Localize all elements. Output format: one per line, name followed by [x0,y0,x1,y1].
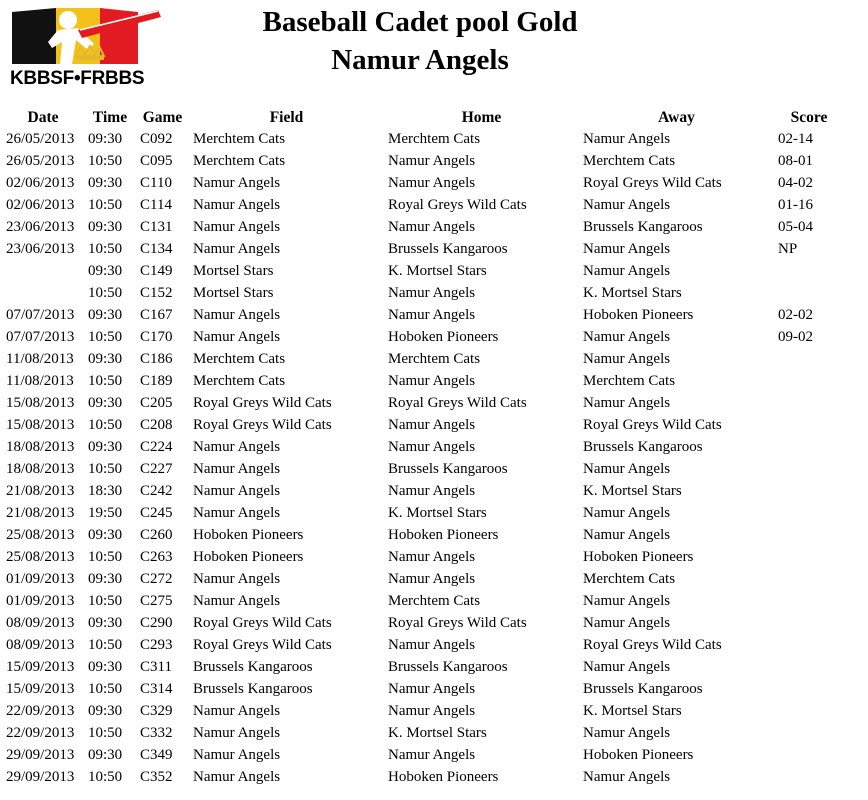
cell-date: 18/08/2013 [6,438,75,455]
cell-score: 01-16 [778,196,813,213]
table-header-row [2,108,844,128]
cell-time: 10:50 [88,284,123,301]
cell-home: Namur Angels [388,372,476,389]
cell-score: 04-02 [778,174,813,191]
table-row [2,524,844,546]
cell-away: K. Mortsel Stars [583,482,682,499]
cell-field: Namur Angels [193,438,281,455]
cell-time: 09:30 [88,394,123,411]
cell-date: 26/05/2013 [6,130,75,147]
cell-home: Hoboken Pioneers [388,328,499,345]
cell-field: Namur Angels [193,306,281,323]
cell-time: 10:50 [88,196,123,213]
cell-game: C224 [140,438,173,455]
cell-score [774,260,844,282]
cell-home: Brussels Kangaroos [388,460,508,477]
cell-game: C242 [140,482,173,499]
cell-field: Merchtem Cats [193,152,286,169]
cell-game: C227 [140,460,173,477]
cell-date: 29/09/2013 [6,746,75,763]
batter-flag-icon [8,4,164,68]
cell-game: C332 [140,724,173,741]
cell-home: Royal Greys Wild Cats [388,614,527,631]
table-row [2,612,844,634]
cell-time: 18:30 [88,482,123,499]
header-score: Score [790,109,828,126]
cell-score [774,678,844,700]
cell-time: 10:50 [88,460,123,477]
cell-score [774,458,844,480]
table-row [2,480,844,502]
cell-time: 09:30 [88,306,123,323]
cell-field: Merchtem Cats [193,130,286,147]
cell-score [774,524,844,546]
cell-home: Namur Angels [388,636,476,653]
cell-game: C293 [140,636,173,653]
cell-home: Namur Angels [388,284,476,301]
logo-text: KBBSF•FRBBS [10,68,145,89]
cell-home: Namur Angels [388,174,476,191]
header-away: Away [658,109,695,126]
cell-time: 10:50 [88,680,123,697]
cell-score [774,590,844,612]
cell-game: C263 [140,548,173,565]
cell-field: Mortsel Stars [193,284,274,301]
cell-date: 15/09/2013 [6,680,75,697]
cell-away: K. Mortsel Stars [583,284,682,301]
cell-home: K. Mortsel Stars [388,724,487,741]
cell-date: 01/09/2013 [6,570,75,587]
table-row [2,172,844,194]
cell-away: Merchtem Cats [583,152,676,169]
cell-score [774,370,844,392]
cell-game: C134 [140,240,173,257]
cell-away: Namur Angels [583,262,671,279]
cell-time: 09:30 [88,218,123,235]
cell-away: Hoboken Pioneers [583,548,694,565]
cell-away: Brussels Kangaroos [583,438,703,455]
cell-home: Namur Angels [388,702,476,719]
cell-time: 09:30 [88,526,123,543]
cell-field: Mortsel Stars [193,262,274,279]
cell-time: 09:30 [88,130,123,147]
cell-date: 07/07/2013 [6,328,75,345]
cell-score [774,612,844,634]
cell-score [774,766,844,788]
table-row [2,502,844,524]
cell-away: Namur Angels [583,526,671,543]
cell-time: 10:50 [88,328,123,345]
kbbsf-logo [8,4,164,92]
cell-date: 08/09/2013 [6,614,75,631]
cell-away: Merchtem Cats [583,570,676,587]
cell-game: C114 [140,196,172,213]
cell-away: Brussels Kangaroos [583,218,703,235]
cell-date: 25/08/2013 [6,548,75,565]
cell-game: C095 [140,152,173,169]
header-field: Field [269,109,304,126]
cell-time: 10:50 [88,636,123,653]
cell-field: Brussels Kangaroos [193,680,313,697]
cell-away: Namur Angels [583,328,671,345]
cell-home: Namur Angels [388,438,476,455]
cell-date: 15/08/2013 [6,394,75,411]
cell-away: Namur Angels [583,130,671,147]
cell-score [774,282,844,304]
cell-score [774,480,844,502]
cell-score: 02-14 [778,130,813,147]
cell-field: Namur Angels [193,218,281,235]
cell-home: Namur Angels [388,746,476,763]
cell-date [2,282,84,304]
cell-away: Namur Angels [583,240,671,257]
cell-game: C205 [140,394,173,411]
cell-date: 21/08/2013 [6,504,75,521]
cell-time: 09:30 [88,746,123,763]
cell-time: 19:50 [88,504,123,521]
cell-game: C311 [140,658,172,675]
cell-field: Namur Angels [193,504,281,521]
cell-score: NP [778,240,798,257]
header-date: Date [27,109,59,126]
cell-date: 22/09/2013 [6,702,75,719]
table-row [2,656,844,678]
table-row [2,348,844,370]
cell-score [774,634,844,656]
cell-game: C260 [140,526,173,543]
table-row [2,128,844,150]
cell-time: 10:50 [88,240,123,257]
cell-time: 10:50 [88,592,123,609]
cell-date: 23/06/2013 [6,240,75,257]
cell-time: 09:30 [88,702,123,719]
cell-game: C167 [140,306,173,323]
cell-game: C208 [140,416,173,433]
table-row [2,150,844,172]
cell-date: 22/09/2013 [6,724,75,741]
cell-date: 15/08/2013 [6,416,75,433]
cell-field: Royal Greys Wild Cats [193,416,332,433]
cell-game: C170 [140,328,173,345]
cell-field: Namur Angels [193,746,281,763]
cell-field: Royal Greys Wild Cats [193,394,332,411]
schedule-table [2,108,844,788]
cell-date: 25/08/2013 [6,526,75,543]
table-row [2,634,844,656]
cell-home: Hoboken Pioneers [388,526,499,543]
cell-home: Namur Angels [388,218,476,235]
cell-time: 09:30 [88,614,123,631]
cell-score [774,436,844,458]
table-row [2,238,844,260]
cell-away: Namur Angels [583,460,671,477]
cell-field: Hoboken Pioneers [193,548,304,565]
cell-home: Namur Angels [388,152,476,169]
table-row [2,304,844,326]
cell-date [2,260,84,282]
cell-game: C290 [140,614,173,631]
cell-field: Namur Angels [193,724,281,741]
cell-date: 18/08/2013 [6,460,75,477]
cell-game: C272 [140,570,173,587]
cell-home: Royal Greys Wild Cats [388,196,527,213]
cell-field: Merchtem Cats [193,372,286,389]
cell-home: K. Mortsel Stars [388,262,487,279]
cell-time: 10:50 [88,724,123,741]
page-subtitle: Namur Angels [331,44,509,76]
cell-score [774,656,844,678]
cell-date: 07/07/2013 [6,306,75,323]
cell-game: C186 [140,350,173,367]
cell-score: 09-02 [778,328,813,345]
cell-date: 02/06/2013 [6,196,75,213]
header-game: Game [142,109,183,126]
cell-away: Namur Angels [583,614,671,631]
table-row [2,282,844,304]
cell-field: Royal Greys Wild Cats [193,636,332,653]
cell-away: Namur Angels [583,504,671,521]
cell-date: 15/09/2013 [6,658,75,675]
table-row [2,546,844,568]
cell-time: 09:30 [88,570,123,587]
cell-field: Namur Angels [193,768,281,785]
cell-home: Namur Angels [388,416,476,433]
table-row [2,722,844,744]
cell-field: Namur Angels [193,196,281,213]
cell-home: Namur Angels [388,482,476,499]
cell-game: C352 [140,768,173,785]
cell-field: Merchtem Cats [193,350,286,367]
table-row [2,392,844,414]
cell-home: Namur Angels [388,548,476,565]
table-row [2,414,844,436]
table-row [2,744,844,766]
cell-field: Namur Angels [193,240,281,257]
cell-date: 01/09/2013 [6,592,75,609]
cell-away: Hoboken Pioneers [583,746,694,763]
table-row [2,194,844,216]
cell-away: Royal Greys Wild Cats [583,636,722,653]
table-row [2,678,844,700]
cell-home: K. Mortsel Stars [388,504,487,521]
cell-home: Merchtem Cats [388,350,481,367]
cell-game: C349 [140,746,173,763]
cell-away: Hoboken Pioneers [583,306,694,323]
cell-score [774,392,844,414]
cell-time: 10:50 [88,416,123,433]
cell-away: Namur Angels [583,196,671,213]
cell-away: Namur Angels [583,394,671,411]
table-row [2,326,844,348]
cell-home: Royal Greys Wild Cats [388,394,527,411]
table-row [2,590,844,612]
cell-away: Namur Angels [583,658,671,675]
cell-field: Hoboken Pioneers [193,526,304,543]
table-row [2,370,844,392]
cell-game: C149 [140,262,173,279]
cell-game: C110 [140,174,172,191]
cell-game: C152 [140,284,173,301]
cell-game: C189 [140,372,173,389]
cell-away: Namur Angels [583,592,671,609]
cell-date: 29/09/2013 [6,768,75,785]
cell-away: Namur Angels [583,768,671,785]
cell-field: Namur Angels [193,702,281,719]
cell-score [774,700,844,722]
cell-away: Merchtem Cats [583,372,676,389]
table-row [2,458,844,480]
cell-home: Brussels Kangaroos [388,240,508,257]
cell-date: 02/06/2013 [6,174,75,191]
cell-field: Namur Angels [193,460,281,477]
cell-time: 10:50 [88,768,123,785]
cell-time: 09:30 [88,262,123,279]
cell-time: 09:30 [88,658,123,675]
cell-game: C329 [140,702,173,719]
cell-away: Namur Angels [583,724,671,741]
cell-game: C092 [140,130,173,147]
table-row [2,260,844,282]
cell-score: 02-02 [778,306,813,323]
cell-home: Namur Angels [388,680,476,697]
cell-field: Namur Angels [193,328,281,345]
cell-field: Namur Angels [193,592,281,609]
cell-field: Namur Angels [193,174,281,191]
header-time: Time [92,109,128,126]
cell-score [774,502,844,524]
cell-time: 10:50 [88,372,123,389]
table-row [2,436,844,458]
cell-date: 11/08/2013 [6,372,74,389]
table-row [2,568,844,590]
cell-score [774,546,844,568]
cell-field: Namur Angels [193,570,281,587]
cell-date: 08/09/2013 [6,636,75,653]
cell-field: Namur Angels [193,482,281,499]
cell-date: 26/05/2013 [6,152,75,169]
cell-time: 10:50 [88,152,123,169]
cell-time: 09:30 [88,174,123,191]
cell-home: Namur Angels [388,306,476,323]
table-row [2,216,844,238]
cell-time: 09:30 [88,350,123,367]
table-row [2,700,844,722]
cell-time: 10:50 [88,548,123,565]
cell-score [774,348,844,370]
cell-time: 09:30 [88,438,123,455]
cell-game: C245 [140,504,173,521]
cell-field: Royal Greys Wild Cats [193,614,332,631]
table-row [2,766,844,788]
cell-home: Namur Angels [388,570,476,587]
cell-home: Merchtem Cats [388,592,481,609]
cell-away: Royal Greys Wild Cats [583,174,722,191]
cell-date: 23/06/2013 [6,218,75,235]
cell-game: C275 [140,592,173,609]
cell-score: 08-01 [778,152,813,169]
cell-away: Brussels Kangaroos [583,680,703,697]
cell-home: Brussels Kangaroos [388,658,508,675]
cell-date: 11/08/2013 [6,350,74,367]
cell-home: Merchtem Cats [388,130,481,147]
cell-home: Hoboken Pioneers [388,768,499,785]
cell-game: C131 [140,218,173,235]
schedule-body [2,128,844,788]
header-home: Home [461,109,502,126]
cell-date: 21/08/2013 [6,482,75,499]
cell-away: Namur Angels [583,350,671,367]
cell-score [774,414,844,436]
cell-field: Brussels Kangaroos [193,658,313,675]
cell-score: 05-04 [778,218,813,235]
cell-score [774,744,844,766]
cell-game: C314 [140,680,173,697]
cell-away: Royal Greys Wild Cats [583,416,722,433]
cell-score [774,722,844,744]
page-title: Baseball Cadet pool Gold [262,6,578,38]
cell-away: K. Mortsel Stars [583,702,682,719]
cell-score [774,568,844,590]
